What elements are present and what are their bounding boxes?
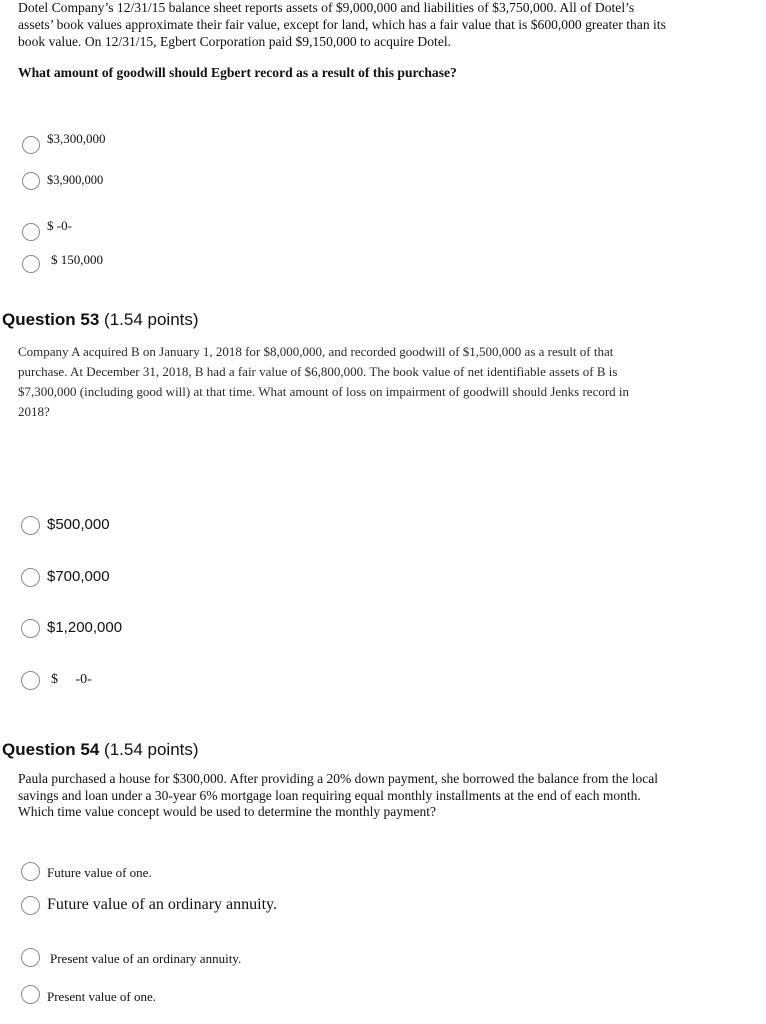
q54-text: Paula purchased a house for $300,000. After providing a 20% down payment, she borrowed the balance from the local savings and loan under a 30-year 6% mortgage loan requiring equal monthly installments at the end of each month. Which time value concept would be used to determine the monthly payment?: [18, 771, 658, 819]
q52-option-2-radio[interactable]: [22, 172, 40, 190]
q54-option-3-label[interactable]: Present value of an ordinary annuity.: [50, 951, 242, 966]
q52-option-2-label[interactable]: $3,900,000: [47, 173, 104, 187]
q54-option-4-label[interactable]: Present value of one.: [47, 989, 157, 1004]
q53-option-3-label[interactable]: $1,200,000: [47, 619, 123, 636]
q54-heading: [2, 740, 199, 760]
q54-option-1-radio[interactable]: [21, 862, 40, 881]
q53-points: (1.54 points): [104, 310, 199, 329]
q52-option-4-radio[interactable]: [22, 255, 40, 273]
q54-option-2-radio[interactable]: [21, 896, 40, 915]
q52-option-3-label[interactable]: $ -0-: [47, 218, 72, 233]
q52-option-4-label[interactable]: $ 150,000: [51, 252, 103, 267]
q53-option-2-label[interactable]: $700,000: [47, 568, 110, 585]
q54-option-3-radio[interactable]: [21, 948, 40, 967]
q52-option-1-radio[interactable]: [22, 136, 40, 154]
q52-option-3-radio[interactable]: [22, 223, 40, 241]
q53-option-1-radio[interactable]: [21, 516, 40, 535]
q53-option-4-label[interactable]: $ -0-: [51, 672, 92, 687]
q52-text: Dotel Company’s 12/31/15 balance sheet reports assets of $9,000,000 and liabilities of $3,750,000. All of Dotel’s assets’ book values approximate their fair value, except for land, which has a fair value that is $600,000 greater than its book value. On 12/31/15, Egbert Corporation paid $9,150,000 to acquire Dotel.: [18, 0, 666, 49]
q54-title: Question 54: [2, 740, 100, 759]
q53-option-2-radio[interactable]: [21, 568, 40, 587]
q53-option-3-radio[interactable]: [21, 619, 40, 638]
q53-option-1-label[interactable]: $500,000: [47, 516, 110, 533]
q54-option-4-radio[interactable]: [21, 985, 40, 1004]
q52-prompt: What amount of goodwill should Egbert record as a result of this purchase?: [18, 65, 457, 80]
q52-option-1-label[interactable]: $3,300,000: [47, 131, 106, 146]
q53-heading: [2, 310, 199, 330]
q54-option-2-label[interactable]: Future value of an ordinary annuity.: [47, 896, 278, 913]
q53-title: Question 53: [2, 310, 100, 329]
q54-option-1-label[interactable]: Future value of one.: [47, 865, 152, 880]
q53-option-4-radio[interactable]: [21, 671, 40, 690]
q54-points: (1.54 points): [104, 740, 199, 759]
q53-text: Company A acquired B on January 1, 2018 for $8,000,000, and recorded goodwill of $1,500,000 as a result of that purchase. At December 31, 2018, B had a fair value of $6,800,000. The book value of net identifiable assets of B is $7,300,000 (including good will) at that time. What amount of loss on impairment of goodwill should Jenks record in 2018?: [18, 344, 630, 419]
